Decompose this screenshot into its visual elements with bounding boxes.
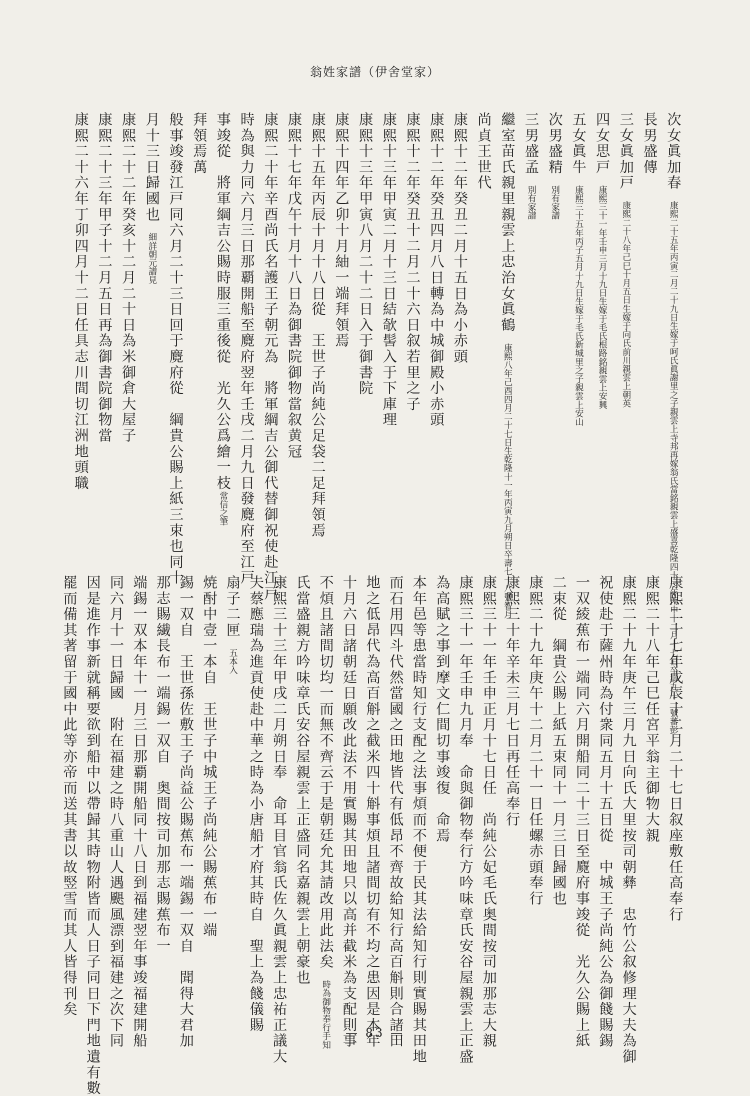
text-column [505,575,519,828]
interlinear-note: 康熙二十五年丙寅二月二十九日生嫁于呵氏眞謝里之子親雲上寺邦再嫁翁氏當銘親雲上盛喜乾隆四十一年丙申十二月十七日卒壽九十一號蕃彭 [668,191,679,735]
column-text: 焼酎中壹一本自 王世子中城王子尚純公賜蕉布一端 [201,575,218,939]
column-text: 康熙二十九年庚午三月九日向氏大里按司朝彝 忠竹公叙修理大夫為御 [620,575,637,1065]
text-column [86,575,100,1096]
text-column [552,575,566,907]
text-column [642,112,656,175]
column-text: 月十三日歸國也 [143,112,160,223]
column-text: 康熙十三年甲寅八月二十二日入于御書院 [357,112,374,397]
text-column [249,575,263,1033]
text-column [334,112,348,349]
column-text: 那志賜繊長布一端錫一双自 奥間按司加那志賜蕉布一 [154,575,171,955]
text-column [528,575,542,907]
column-text: 本年邑等患當時知行支配之法事煩而不便于民其法給知行則實賜其田地 [410,575,427,1065]
text-column [458,575,472,1065]
text-column [668,575,682,923]
text-column [482,575,496,1049]
text-column [272,575,286,1065]
column-text: 地之低昂代為高百斛之截米四十斛事煩且諸間切有不均之患因是本年 [364,575,381,1049]
interlinear-note: 時為御物奉行手知 [320,970,331,1049]
text-column [239,112,253,586]
text-column [192,112,206,175]
interlinear-note: 別有家譜 [549,175,560,220]
column-text: 次女眞加春 [665,112,682,191]
column-text: 扇子二匣 [224,575,241,639]
column-text: 般事竣發江戸同六月二十三日回于麑府從 綱貴公賜上紙三束也同十 [167,112,184,586]
text-column [62,575,76,1017]
column-text: 罷而備其著留于國中此等亦帝而送其書以故竪雪而其人皆得刊矣 [61,575,78,1018]
column-text: 五女眞牛 [570,112,587,176]
interlinear-note: 康熙二十八年己巳十月五日生嫁于向氏前川親雲上朝英 [620,191,631,408]
text-column [202,575,216,938]
column-text: 四女思戸 [594,112,611,176]
text-column [453,112,467,365]
column-text: 事竣從 將軍綱吉公賜時服三重後從 光久公爲繪一枝 [214,112,231,492]
column-text: 二束從 綱貴公賜上紙五束同十一月三日歸國也 [550,575,567,907]
text-column [412,575,426,1065]
column-text: 端錫一双本年十一月三日那覇開船同十八日到福建翌年事竣福建開船 [131,575,148,1049]
column-text: 為高賦之事到摩文仁間切事竣復 命焉 [434,575,451,844]
text-column [342,575,356,1049]
column-text: 尚貞王世代 [475,112,492,191]
interlinear-note: 康熙三十五年丙子五月十九日生嫁于毛氏新城里之子親雲上安山 [573,175,584,427]
column-text: 氏當盛親方吟味章氏安谷屋親雲上正盛同名嘉親雲上朝豪也 [294,575,311,986]
column-text: 因是進作事新就稱要欲到船中以帶歸其時物附皆而人日子同日下門地遺有數 [84,575,101,1096]
text-column [524,112,538,220]
text-column [388,575,402,1049]
column-text: 十月六日諸朝廷日願改此法不用實賜其田地只以高并截米為支配則事 [341,575,357,1049]
column-text: 次男盛精 [546,112,563,176]
text-column [365,575,379,1049]
column-text: 康熙二十九年庚午十二月二十一日任螺赤頭奉行 [527,575,544,907]
text-column [548,112,562,220]
page-header: 翁姓家譜（伊舍堂家） [309,65,440,79]
column-text: 康熙三十一年壬申九月奉 命與御物奉行方吟味章氏安谷屋親雲上正盛 [457,575,474,1065]
text-column [645,575,659,844]
text-column [311,112,325,539]
column-text: 康熙二十七年戊辰十二月二十七日叙座敷任高奉行 [667,575,684,923]
column-text: 拜領焉萬 [191,112,208,176]
column-text: 時為與力同六月三日那覇開船至麑府翌年壬戌二月九日發麑府至江戸 [238,112,255,586]
column-text: 一双綾蕉布一端同六月開船同二十三日至麑府事竣從 光久公賜上紙 [574,575,590,1049]
text-column [429,112,443,428]
column-text: 康熙二十八年己巳任宮平翁主御物大親 [643,575,660,844]
text-column [319,575,333,1049]
column-text: 康熙二十二年癸亥十二月二十日為米御倉大屋子 [120,112,137,444]
text-column [145,112,159,284]
column-text: 不煩且諸間切均一而無不齊云于是朝廷允其請改用此法矣 [317,575,334,970]
interlinear-note: 康熙八年己酉四月二十七日生乾隆十一年丙寅九月朔日卒壽七十八號智月 [502,333,513,619]
page-number: — 83 — [345,1026,405,1040]
column-text: 三女眞加戸 [617,112,634,191]
text-column [621,575,635,1065]
interlinear-note: 細詳朝元譜見 [146,222,157,285]
column-text: 康熙十二年癸丑二月十五日為小赤頭 [451,112,468,365]
column-text: 康熙十二年癸丑十二月二十六日叙若里之子 [404,112,421,413]
column-text: 康熙三十三年甲戌二月朔日奉 命耳目官翁氏佐久眞親雲上忠祐正議大 [271,575,288,1065]
column-text: 康熙十三年甲寅二月十三日結欹髻入于下庫理 [380,112,397,428]
text-column [74,112,88,491]
column-text: 夫蔡應瑞為進貢使赴中華之時為小唐船才府其時自 聖上為餞儀賜 [247,575,264,1034]
text-column [295,575,309,986]
column-text: 同六月十一日歸國 附在福建之時八重山人遇颶風漂到福建之次下同 [108,575,124,1049]
column-text: 康熙三十年辛未三月七日再任高奉行 [504,575,521,828]
interlinear-note: 常信之筆 [217,491,228,526]
text-column [435,575,449,844]
text-column [179,575,193,1049]
column-text: 康熙二十三年甲子十二月五日再為御書院御物當 [96,112,113,444]
column-text: 康熙十五年丙辰十月十八日從 王世子尚純公足袋二足拜領焉 [309,112,326,539]
text-column [216,112,230,526]
column-text: 康熙十四年乙卯十月紬一端拜領焉 [333,112,350,349]
text-column [132,575,146,1049]
text-column [571,112,585,426]
text-column [598,575,612,1049]
text-column [109,575,123,1049]
column-text: 而石用四斗代然當國之田地皆代有低昂不齊故給知行高百斛則合諸田 [387,575,404,1049]
text-column [476,112,490,191]
column-text: 康熙十二年癸丑四月八日轉為中城御殿小赤頭 [428,112,445,428]
column-text: 錫一双自 王世孫佐敷王子尚益公賜蕉布一端錫一双自 聞得大君加 [177,575,194,1049]
column-text: 康熙三十一年壬申正月十七日任 尚純公妃毛氏奥間按司加那志大親 [480,575,497,1049]
column-text: 繼室苗氏親里親雲上忠治女眞鶴 [499,112,516,334]
interlinear-note: 別有家譜 [526,175,536,220]
column-text: 康熙二十六年丁卯四月十二日任具志川間切江洲地頭職 [72,112,89,492]
text-column [405,112,419,412]
text-column [500,112,514,618]
column-text: 長男盛傳 [641,112,658,176]
text-column [595,112,609,409]
column-text: 康熙二十年辛酉尚氏名護王子朝元為 將軍綱吉公御代替御祝使赴江戸 [262,112,279,602]
text-column [121,112,135,444]
column-text: 祝使赴于薩州時為付衆同五月十五日從 中城王子尚純公為御餞賜錫 [597,575,614,1049]
interlinear-note: 康熙三十一年壬申三月十九日生嫁于毛氏根路銘親雲上安興 [597,175,608,409]
text-column [97,112,111,444]
column-text: 康熙十七年戊午十月十八日為御書院御物當叙黄冠 [286,112,302,460]
text-column [358,112,372,396]
text-column [168,112,182,586]
text-column [619,112,633,407]
text-column [225,575,239,674]
text-column [263,112,277,602]
text-column [575,575,589,1049]
interlinear-note: 五本入 [227,638,238,675]
column-text: 三男盛孟 [523,112,539,176]
text-column [382,112,396,428]
text-column [155,575,169,954]
text-column [287,112,301,460]
